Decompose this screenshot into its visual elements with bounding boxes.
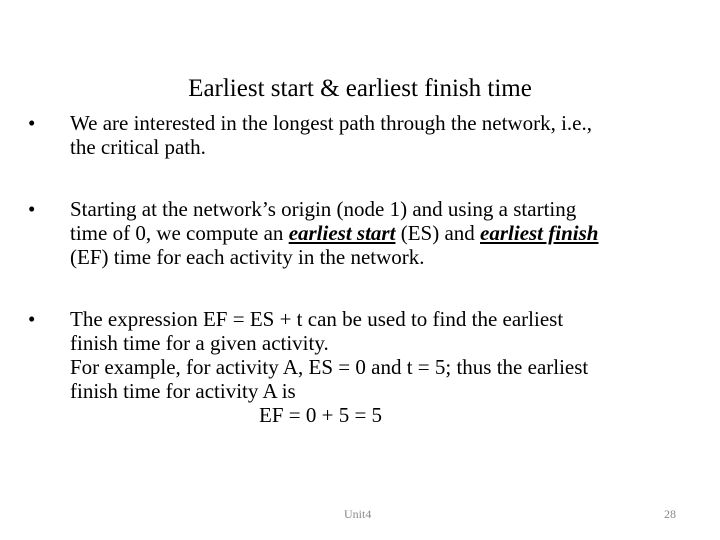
bullet-dot: •: [28, 307, 36, 331]
text-line: [70, 221, 710, 245]
bullet-text: [70, 197, 710, 269]
text-line: finish time for a given activity.: [70, 331, 329, 355]
text-segment: time of 0, we compute an: [70, 221, 289, 245]
text-line: The expression EF = ES + t can be used to find the earliest: [70, 307, 564, 331]
text-line: We are interested in the longest path through the network, i.e.,: [70, 111, 592, 135]
text-segment: (ES) and: [395, 221, 481, 245]
text-line: For example, for activity A, ES = 0 and t = 5; thus the earliest: [70, 355, 589, 379]
bullet-text: [70, 111, 710, 159]
text-line: Starting at the network’s origin (node 1) and using a starting: [70, 197, 577, 221]
text-line: the critical path.: [70, 135, 206, 159]
text-line: (EF) time for each activity in the network.: [70, 245, 425, 269]
text-line: finish time for activity A is: [70, 379, 296, 403]
slide-title: Earliest start & earliest finish time: [188, 75, 532, 102]
bullet-text: [70, 307, 710, 427]
bullet-dot: •: [28, 197, 36, 221]
equation: EF = 0 + 5 = 5: [259, 403, 383, 427]
bullet-dot: •: [28, 111, 36, 135]
footer-label: Unit4: [344, 507, 372, 521]
term-earliest-finish: earliest finish: [480, 221, 599, 245]
term-earliest-start: earliest start: [288, 221, 396, 245]
page-number: 28: [664, 507, 676, 521]
